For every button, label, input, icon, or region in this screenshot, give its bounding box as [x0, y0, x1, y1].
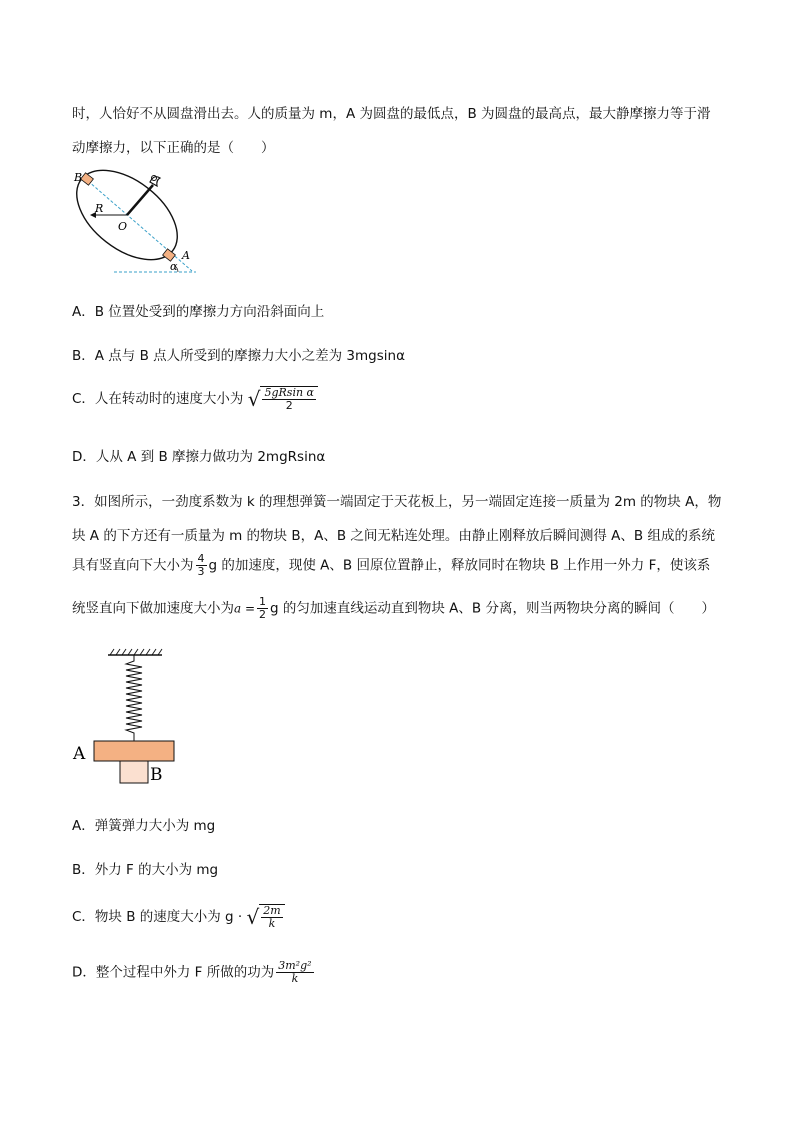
q2-option-c	[72, 386, 318, 412]
spring-blocks-figure	[70, 645, 190, 790]
q3-line3	[72, 553, 710, 578]
rotating-disk-figure	[70, 168, 210, 280]
q3-line4-suffix: g 的匀加速直线运动直到物块 A、B 分离，则当两物块分离的瞬间（ ）	[270, 600, 715, 617]
q3-line4	[72, 596, 715, 621]
q3-line4-a: a =	[234, 601, 256, 616]
q3-option-b: B．外力 F 的大小为 mg	[72, 862, 219, 878]
q3-line2: 块 A 的下方还有一质量为 m 的物块 B，A、B 之间无粘连处理。由静止刚释放后瞬间测得 A、B 组成的系统	[72, 528, 715, 544]
q3-option-c	[72, 904, 285, 930]
q3-frac1-den: 3	[197, 565, 205, 578]
q3-line1: 3．如图所示，一劲度系数为 k 的理想弹簧一端固定于天花板上，另一端固定连接一质量为 2m 的物块 A，物	[72, 494, 722, 510]
label-r: R	[95, 202, 104, 215]
label-block-b: B	[150, 765, 163, 785]
q3-line3-suffix: g 的加速度，现使 A、B 回原位置静止，释放同时在物块 B 上作用一外力 F，使该系	[208, 557, 711, 574]
q3-frac2-den: 2	[259, 608, 267, 621]
q3-option-a: A．弹簧弹力大小为 mg	[72, 818, 216, 834]
q3-c-den: k	[268, 917, 276, 930]
q2-stem-line1: 时，人恰好不从圆盘滑出去。人的质量为 m，A 为圆盘的最低点，B 为圆盘的最高点，最大静摩擦力等于滑	[72, 106, 711, 122]
sqrt-expression: √ $\frac{2m}{k}$	[247, 904, 285, 930]
q3-c-num: 2m	[263, 904, 281, 917]
q2-option-d: D．人从 A 到 B 摩擦力做功为 2mgRsinα	[72, 449, 326, 465]
label-block-a: A	[73, 744, 86, 764]
q3-option-c-prefix: C．物块 B 的速度大小为 g ·	[72, 909, 243, 925]
q3-option-d	[72, 960, 316, 985]
q2-option-b: B．A 点与 B 点人所受到的摩擦力大小之差为 3mgsinα	[72, 348, 405, 364]
sqrt-expression: √ $\frac{\text{5gRsin α}}{2}$	[248, 386, 318, 412]
q3-line3-prefix: 具有竖直向下大小为	[72, 557, 194, 574]
label-alpha: α	[170, 260, 178, 273]
q3-line4-prefix: 统竖直向下做加速度大小为	[72, 600, 234, 617]
q2-c-den: 2	[285, 399, 293, 412]
q3-frac2-num: 1	[259, 595, 267, 608]
label-o: O	[118, 220, 128, 233]
q2-c-num: 5gRsin α	[264, 386, 314, 399]
q3-option-d-prefix: D．整个过程中外力 F 所做的功为	[72, 964, 275, 981]
label-a: A	[182, 249, 190, 262]
q3-frac1-num: 4	[197, 552, 205, 565]
label-b: B	[74, 171, 83, 184]
q2-option-c-prefix: C．人在转动时的速度大小为	[72, 391, 244, 407]
q2-stem-line2: 动摩擦力，以下正确的是（ ）	[72, 140, 275, 156]
q2-option-a: A．B 位置处受到的摩擦力方向沿斜面向上	[72, 304, 325, 320]
q3-d-den: k	[291, 972, 299, 985]
q3-d-num: 3m²g²	[278, 959, 312, 972]
